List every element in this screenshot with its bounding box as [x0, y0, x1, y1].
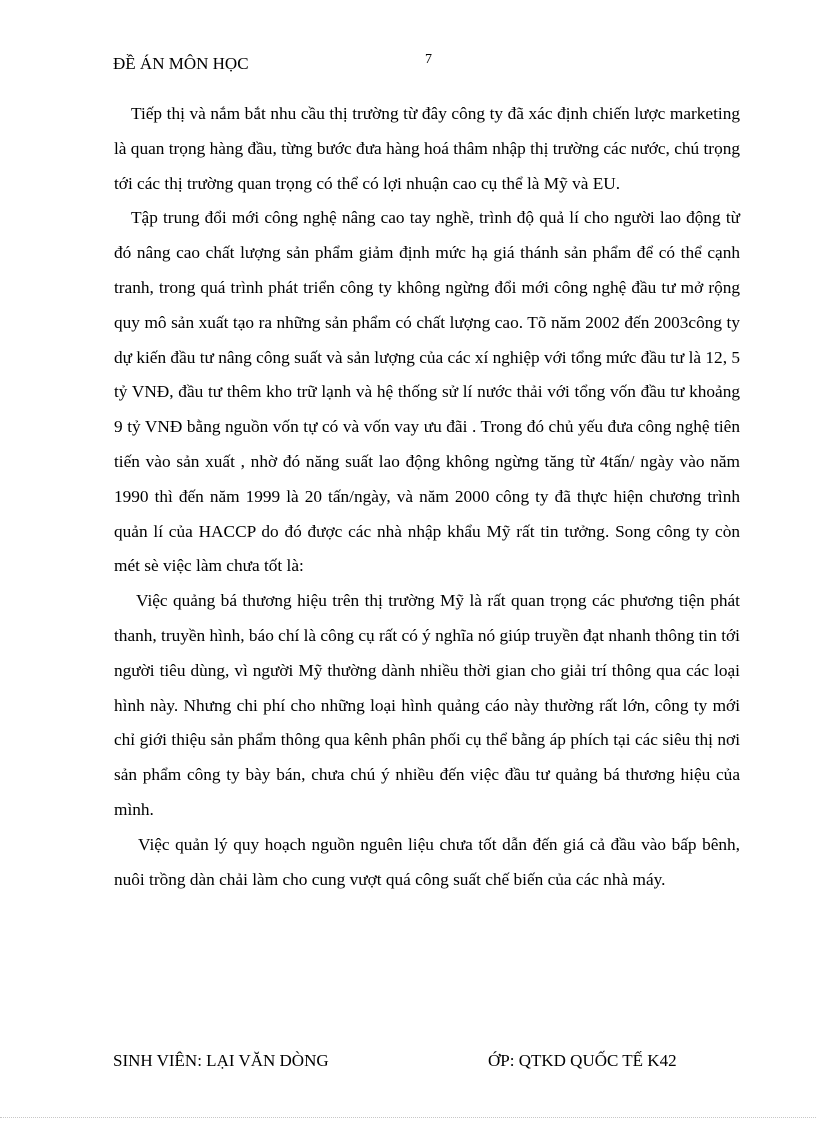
- paragraph-materials: Việc quản lý quy hoạch nguồn nguên liệu chưa tốt dẫn đến giá cả đầu vào bấp bênh, nuôi trồng dàn chải làm cho cung vượt quá công suất chế biến của các nhà máy.: [114, 834, 740, 889]
- footer-student-name: SINH VIÊN: LẠI VĂN DÒNG: [113, 1051, 329, 1070]
- document-header-title: ĐỀ ÁN MÔN HỌC: [113, 54, 249, 73]
- paragraph-marketing: Tiếp thị và nắm bắt nhu cầu thị trường từ đây công ty đã xác định chiến lược marketing là quan trọng hàng đầu, từng bước đưa hàng hoá thâm nhập thị trường các nước, chú trọng tới các thị trường quan trọng có thể có lợi nhuận cao cụ thể là Mỹ và EU.: [114, 104, 740, 193]
- document-body: [114, 97, 740, 897]
- page-bottom-divider: [0, 1117, 816, 1118]
- paragraph-branding: Việc quảng bá thương hiệu trên thị trường Mỹ là rất quan trọng các phương tiện phát thanh, truyền hình, báo chí là công cụ rất có ý nghĩa nó giúp truyền đạt nhanh thông tin tới người tiêu dùng, vì người Mỹ thường dành nhiều thời gian cho giải trí thông qua các loại hình này. Nhưng chi phí cho những loại hình quảng cáo này thường rất lớn, công ty mới chỉ giới thiệu sản phẩm thông qua kênh phân phối cụ thể bằng áp phích tại các siêu thị nơi sản phẩm công ty bày bán, chưa chú ý nhiều đến việc đầu tư quảng bá thương hiệu của mình.: [114, 591, 740, 819]
- paragraph-technology: Tập trung đổi mới công nghệ nâng cao tay nghề, trình độ quả lí cho người lao động từ đó nâng cao chất lượng sản phẩm giảm định mức hạ giá thánh sản phẩm để có thể cạnh tranh, trong quá trình phát triển công ty không ngừng đổi mới công nghệ đầu tư mở rộng quy mô sản xuất tạo ra những sản phẩm có chất lượng cao. Tõ năm 2002 đến 2003công ty dự kiến đầu tư nâng công suất và sản lượng của các xí nghiệp với tổng mức đầu tư là 12, 5 tỷ VNĐ, đầu tư thêm kho trữ lạnh và hệ thống sử lí nước thải với tổng vốn đầu tư khoảng 9 tỷ VNĐ bằng nguồn vốn tự có và vốn vay ưu đãi . Trong đó chủ yếu đưa công nghệ tiên tiến vào sản xuất , nhờ đó năng suất lao động không ngừng tăng từ 4tấn/ ngày vào năm 1990 thì đến năm 1999 là 20 tấn/ngày, và năm 2000 công ty đã thực hiện chương trình quản lí của HACCP do đó được các nhà nhập khẩu Mỹ rất tin tưởng. Song công ty còn mét sè việc làm chưa tốt là:: [114, 208, 740, 576]
- page-number: 7: [425, 52, 432, 67]
- footer-class-name: ỚP: QTKD QUỐC TẾ K42: [488, 1051, 677, 1070]
